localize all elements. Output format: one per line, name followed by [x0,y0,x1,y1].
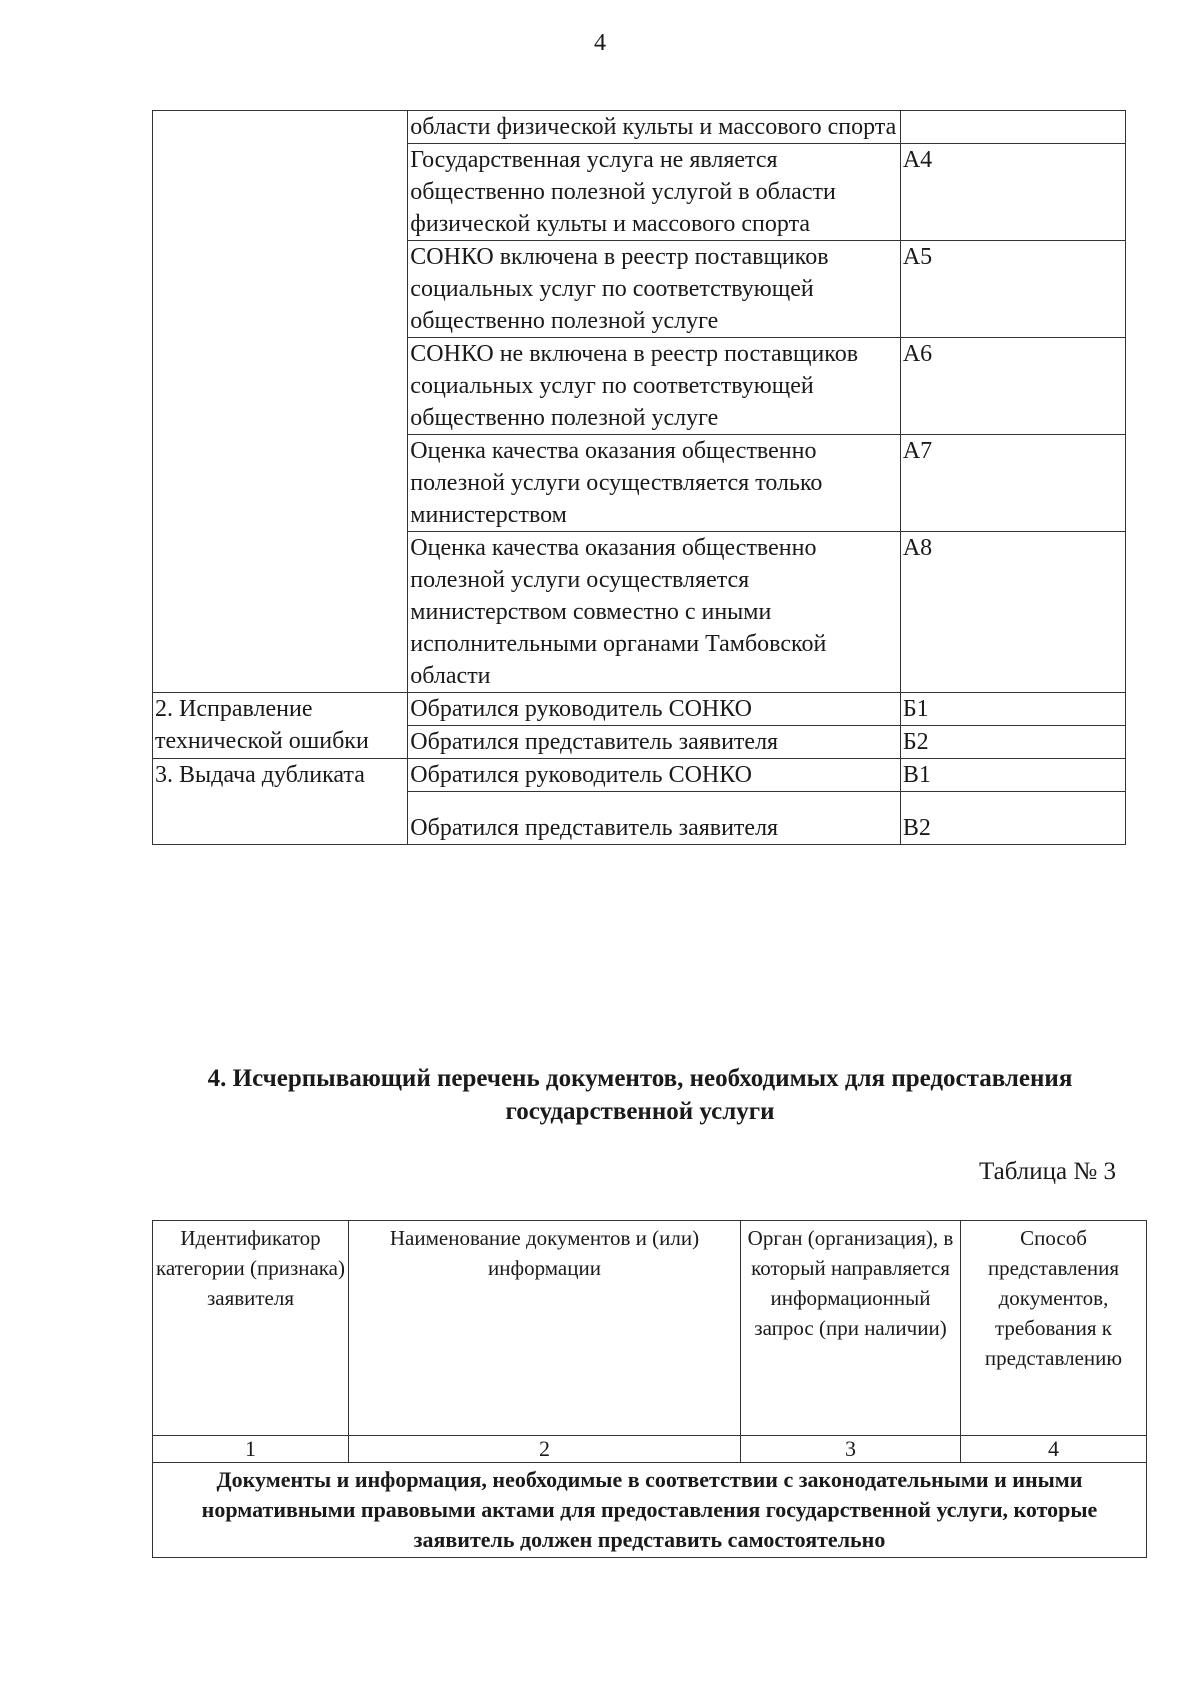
variant-code: Б2 [900,726,1125,759]
variant-code: В1 [900,759,1125,792]
variant-text: Государственная услуга не является общественно полезной услугой в области физической культы и массового спорта [408,144,901,241]
column-header: Идентификатор категории (признака) заявителя [153,1221,349,1436]
variant-text: Обратился руководитель СОНКО [408,759,901,792]
empty-cell [153,111,408,693]
variant-text: Оценка качества оказания общественно полезной услуги осуществляется только министерством [408,435,901,532]
section-heading: 4. Исчерпывающий перечень документов, необходимых для предоставления государственной услуги [207,1065,1073,1125]
variant-text: Обратился руководитель СОНКО [408,693,901,726]
applicant-variants-table [152,110,1126,845]
variant-text: области физической культы и массового спорта [408,111,901,144]
table-section-row [153,1463,1147,1558]
variant-text: СОНКО включена в реестр поставщиков социальных услуг по соответствующей общественно полезной услуге [408,241,901,338]
group-label: 3. Выдача дубликата [153,759,408,845]
table-row [153,111,1126,144]
table-row [153,759,1126,792]
documents-table [152,1220,1147,1558]
column-header: Орган (организация), в который направляется информационный запрос (при наличии) [741,1221,961,1436]
column-header: Способ представления документов, требования к представлению [961,1221,1147,1436]
variant-text: СОНКО не включена в реестр поставщиков социальных услуг по соответствующей общественно полезной услуге [408,338,901,435]
variant-code: А4 [900,144,1125,241]
column-number: 2 [349,1436,741,1463]
table-header-row [153,1221,1147,1436]
variant-code: А8 [900,532,1125,693]
variant-code: Б1 [900,693,1125,726]
page-number: 4 [594,30,606,56]
group-label: 2. Исправление технической ошибки [153,693,408,759]
variant-text: Оценка качества оказания общественно полезной услуги осуществляется министерством совместно с иными исполнительными органами Тамбовской области [408,532,901,693]
variant-text: Обратился представитель заявителя [408,792,901,845]
column-number: 1 [153,1436,349,1463]
variant-code: В2 [900,792,1125,845]
column-number-row [153,1436,1147,1463]
column-header: Наименование документов и (или) информации [349,1221,741,1436]
variant-text: Обратился представитель заявителя [408,726,901,759]
column-number: 3 [741,1436,961,1463]
variant-code: А7 [900,435,1125,532]
table-caption: Таблица № 3 [978,1158,1116,1185]
variant-code: А6 [900,338,1125,435]
variant-code [900,111,1125,144]
column-number: 4 [961,1436,1147,1463]
table-row [153,693,1126,726]
section-row-text: Документы и информация, необходимые в соответствии с законодательными и иными нормативными правовыми актами для предоставления государственной услуги, которые заявитель должен представить самостоятельно [153,1463,1147,1558]
variant-code: А5 [900,241,1125,338]
